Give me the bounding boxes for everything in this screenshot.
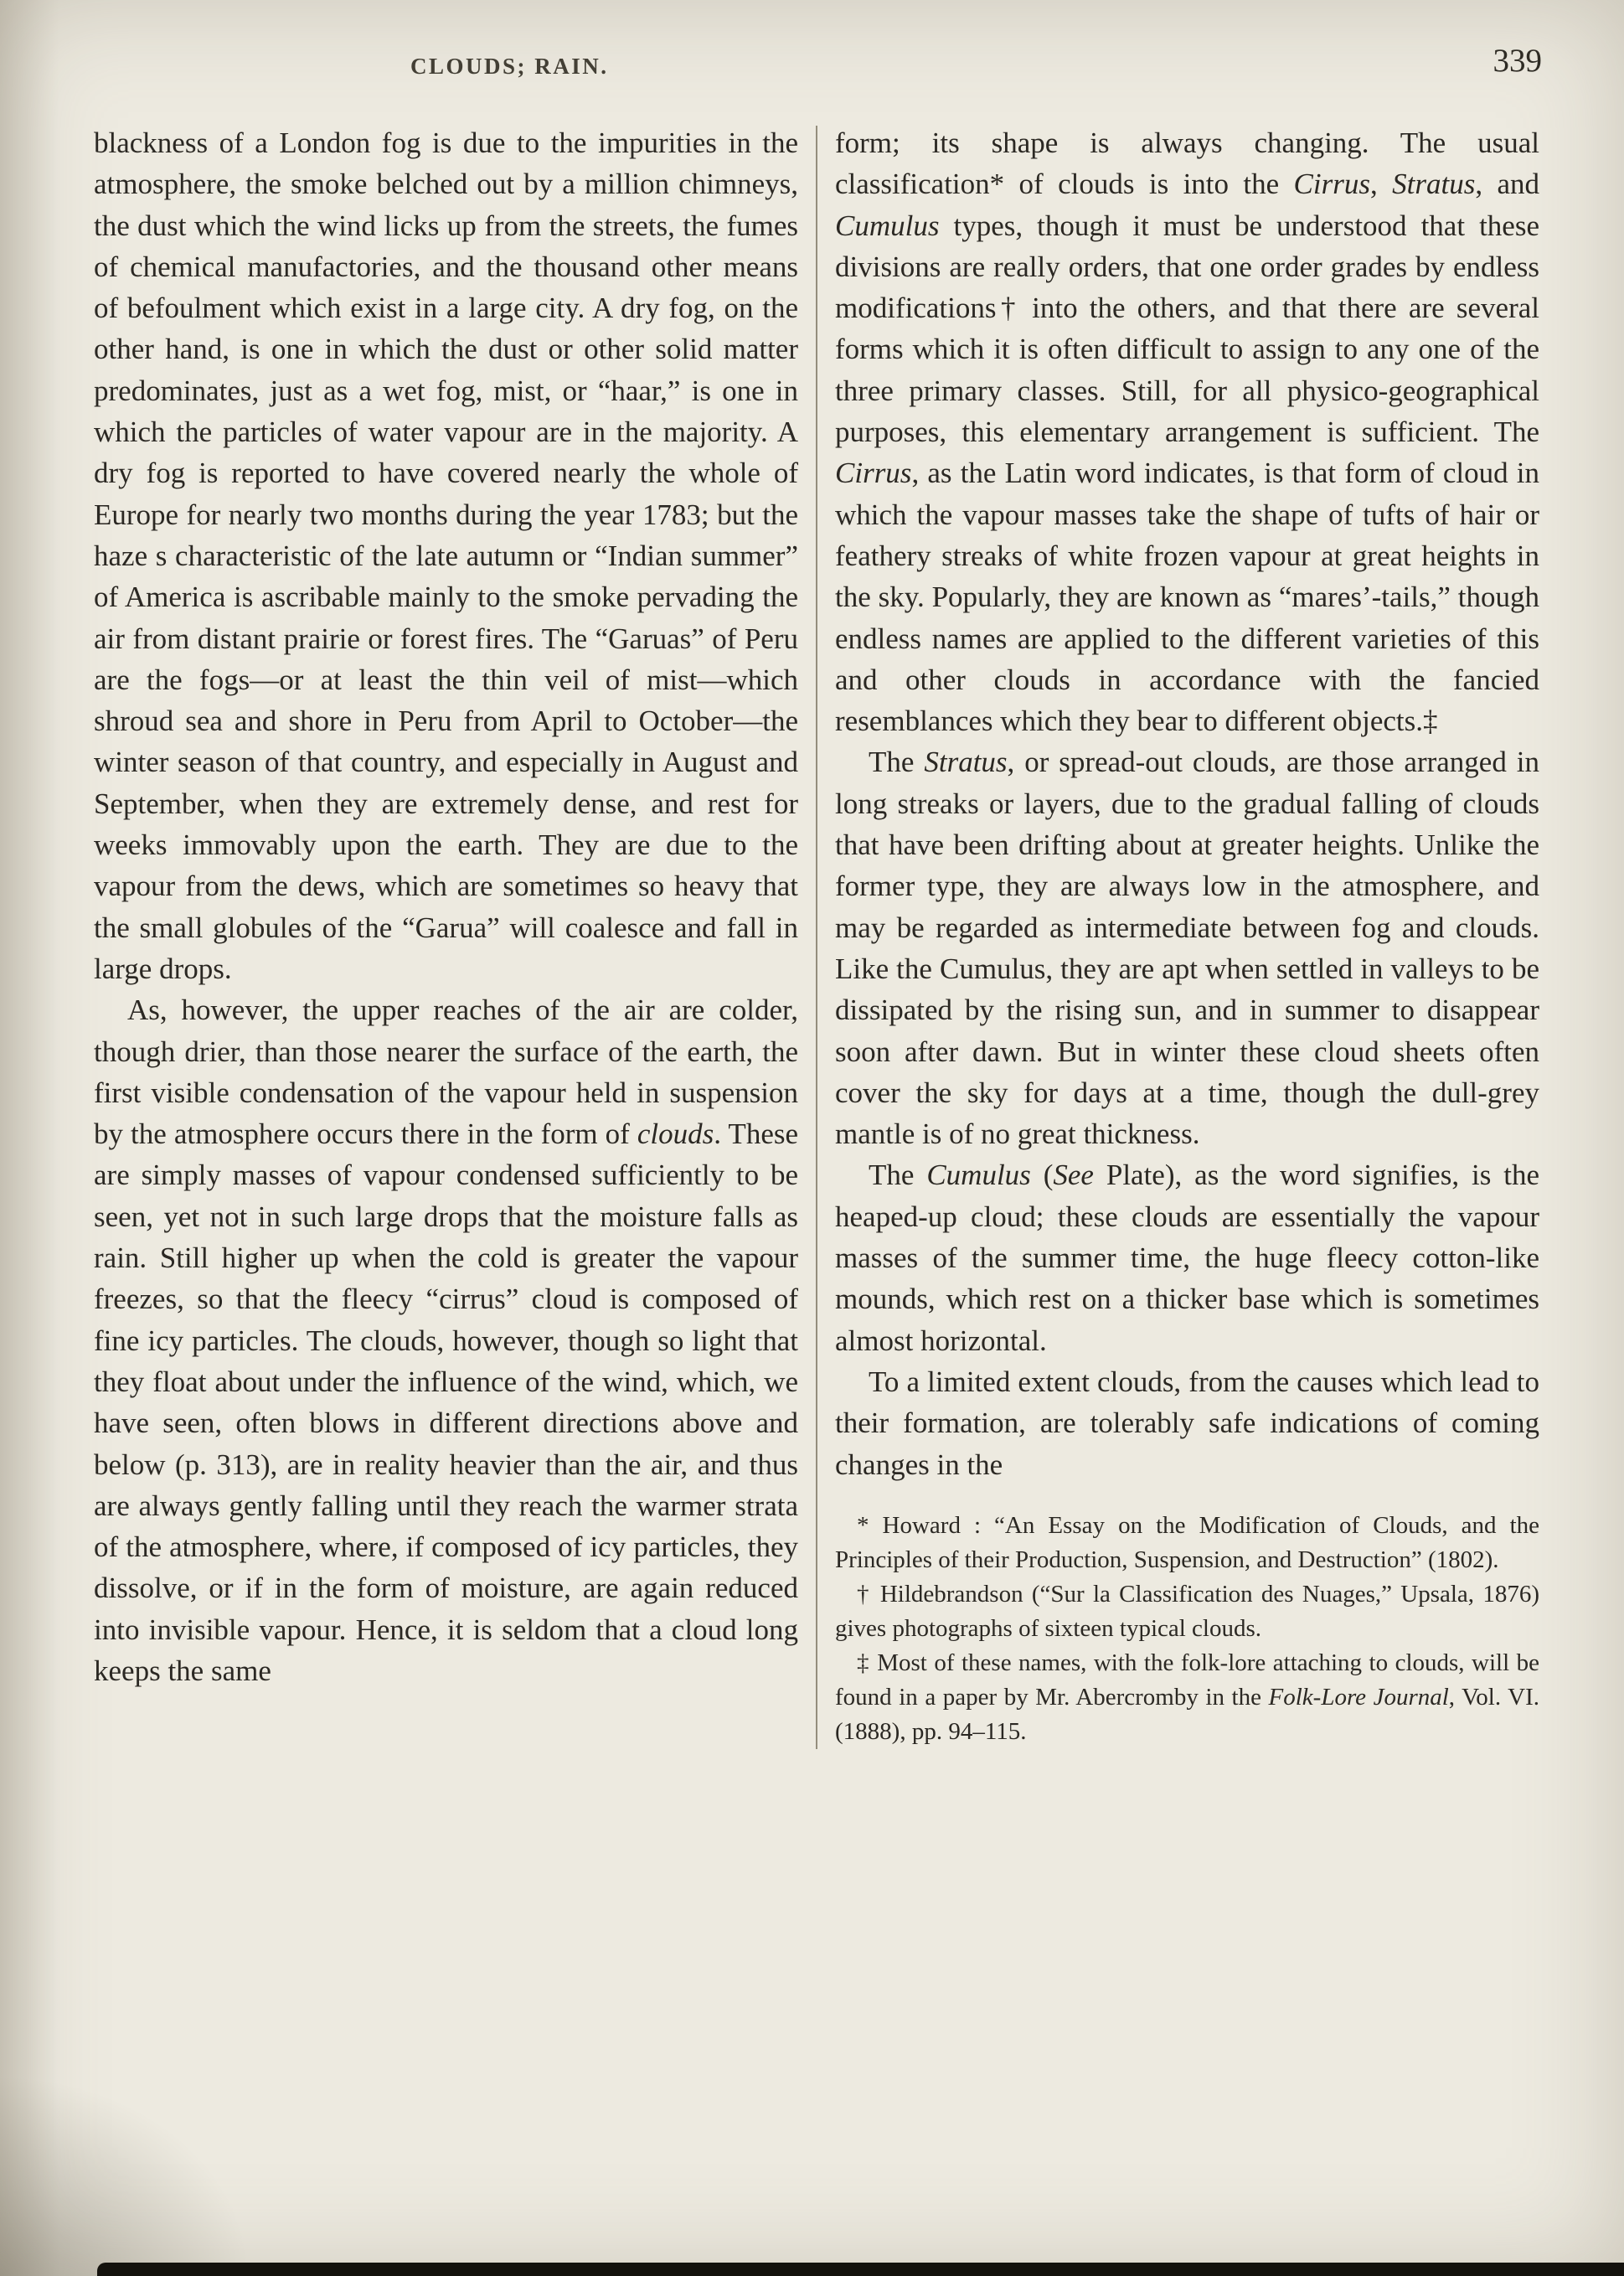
right-column [835,122,1539,1749]
italic-text-run: Cirrus [1293,168,1370,201]
italic-text-run: Stratus [924,746,1008,779]
italic-text-run: Cirrus [835,457,912,490]
text-run: * Howard : “An Essay on the Modification of Clouds, and the Principles of their Production, Suspension, and Destruction” (1802). [835,1511,1539,1573]
page-edge-shade [0,0,59,2276]
paragraph-right-2 [835,741,1539,1154]
text-run: ‡ Most of these names, with the folk-lore attaching to clouds, will be found in a paper by Mr. Abercromby in the [835,1649,1539,1711]
paragraph-right-1 [835,122,1539,741]
right-column-body [835,122,1539,1485]
paragraph-right-3 [835,1154,1539,1360]
page-corner-shadow [0,2075,251,2276]
page-title: CLOUDS; RAIN. [410,54,609,79]
column-divider [816,126,817,1749]
text-run: , Vol. VI. (1888), pp. 94–115. [835,1683,1539,1745]
paragraph-right-4 [835,1361,1539,1485]
text-run: Plate), as the word signifies, is the heaped-up cloud; these clouds are essentially the vapour masses of the summer time, the huge fleecy cotton-like mounds, which rest on a thicker base which is sometimes almost horizontal. [835,1159,1539,1357]
text-run: , or spread-out clouds, are those arranged in long streaks or layers, due to the gradual falling of clouds that have been drifting about at greater heights. Unlike the former type, they are always low in the atmosphere, and may be regarded as intermediate between fog and clouds. Like the Cumulus, they are apt when settled in valleys to be dissipated by the rising sun, and in summer to disappear soon after dawn. But in winter these cloud sheets often cover the sky for days at a time, though the dull-grey mantle is of no great thickness. [835,746,1539,1151]
text-run: To a limited extent clouds, from the causes which lead to their formation, are tolerably safe indications of coming changes in the [835,1365,1539,1481]
text-run: The [869,746,925,779]
text-run: , and [1475,168,1539,201]
italic-text-run: clouds [637,1117,714,1151]
footnote-3 [835,1646,1539,1749]
italic-text-run: Folk-Lore Journal [1268,1683,1449,1711]
text-run: † Hildebrandson (“Sur la Classification des Nuages,” Upsala, 1876) gives photographs of sixteen typical clouds. [835,1580,1539,1642]
text-run: The [869,1159,927,1192]
italic-text-run: Cumulus [926,1159,1031,1192]
text-run: As, however, the upper reaches of the air are colder, though drier, than those nearer the surface of the earth, the first visible condensation of the vapour held in suspension by the atmosphere occurs there in the form of [94,993,798,1151]
text-run: types, though it must be understood that these divisions are really orders, that one order grades by endless modifications† into the others, and that there are several forms which it is often difficult to assign to any one of the three primary classes. Still, for all physico-geographical purposes, this elementary arrangement is sufficient. The [835,209,1539,449]
page-header [94,43,1544,90]
left-column [94,122,798,1749]
footnotes [835,1509,1539,1749]
text-block [94,122,1539,1749]
footnote-1 [835,1509,1539,1577]
italic-text-run: See [1053,1159,1094,1192]
paragraph-left-2 [94,989,798,1691]
text-run: blackness of a London fog is due to the impurities in the atmosphere, the smoke belched out by a million chimneys, the dust which the wind licks up from the streets, the fumes of chemical manufactories, and the thousand other means of befoulment which exist in a large city. A dry fog, on the other hand, is one in which the dust or other solid matter predominates, just as a wet fog, mist, or “haar,” is one in which the particles of water vapour are in the majority. A dry fog is reported to have covered nearly the whole of Europe for nearly two months during the year 1783; but the haze s characteristic of the late autumn or “Indian summer” of America is ascribable mainly to the smoke pervading the air from distant prairie or forest fires. The “Garuas” of Peru are the fogs—or at least the thin veil of mist—which shroud sea and shore in Peru from April to October—the winter season of that country, and especially in August and September, when they are extremely dense, and rest for weeks immovably upon the earth. They are due to the vapour from the dews, which are sometimes so heavy that the small globules of the “Garua” will coalesce and fall in large drops. [94,126,798,985]
footnote-2 [835,1577,1539,1646]
page-number: 339 [1493,43,1542,79]
text-run: ( [1030,1159,1054,1192]
italic-text-run: Cumulus [835,209,940,242]
scan-edge [97,2263,1624,2276]
text-run: , [1369,168,1393,201]
italic-text-run: Stratus [1392,168,1476,201]
paragraph-left-1 [94,122,798,989]
text-run: , as the Latin word indicates, is that form of cloud in which the vapour masses take the shape of tufts of hair or feathery streaks of white frozen vapour at great heights in the sky. Popularly, they are known as “mares’-tails,” though endless names are applied to the different varieties of this and other clouds in accordance with the fancied resemblances which they bear to different objects.‡ [835,457,1539,738]
text-run: . These are simply masses of vapour condensed sufficiently to be seen, yet not in such large drops that the moisture falls as rain. Still higher up when the cold is greater the vapour freezes, so that the fleecy “cirrus” cloud is composed of fine icy particles. The clouds, however, though so light that they float about under the influence of the wind, which, we have seen, often blows in different directions above and below (p. 313), are in reality heavier than the air, and thus are always gently falling until they reach the warmer strata of the atmosphere, where, if composed of icy particles, they dissolve, or if in the form of moisture, are again reduced into invisible vapour. Hence, it is seldom that a cloud long keeps the same [94,1117,799,1687]
text-run: form; its shape is always changing. The usual classification* of clouds is into the [835,126,1539,201]
